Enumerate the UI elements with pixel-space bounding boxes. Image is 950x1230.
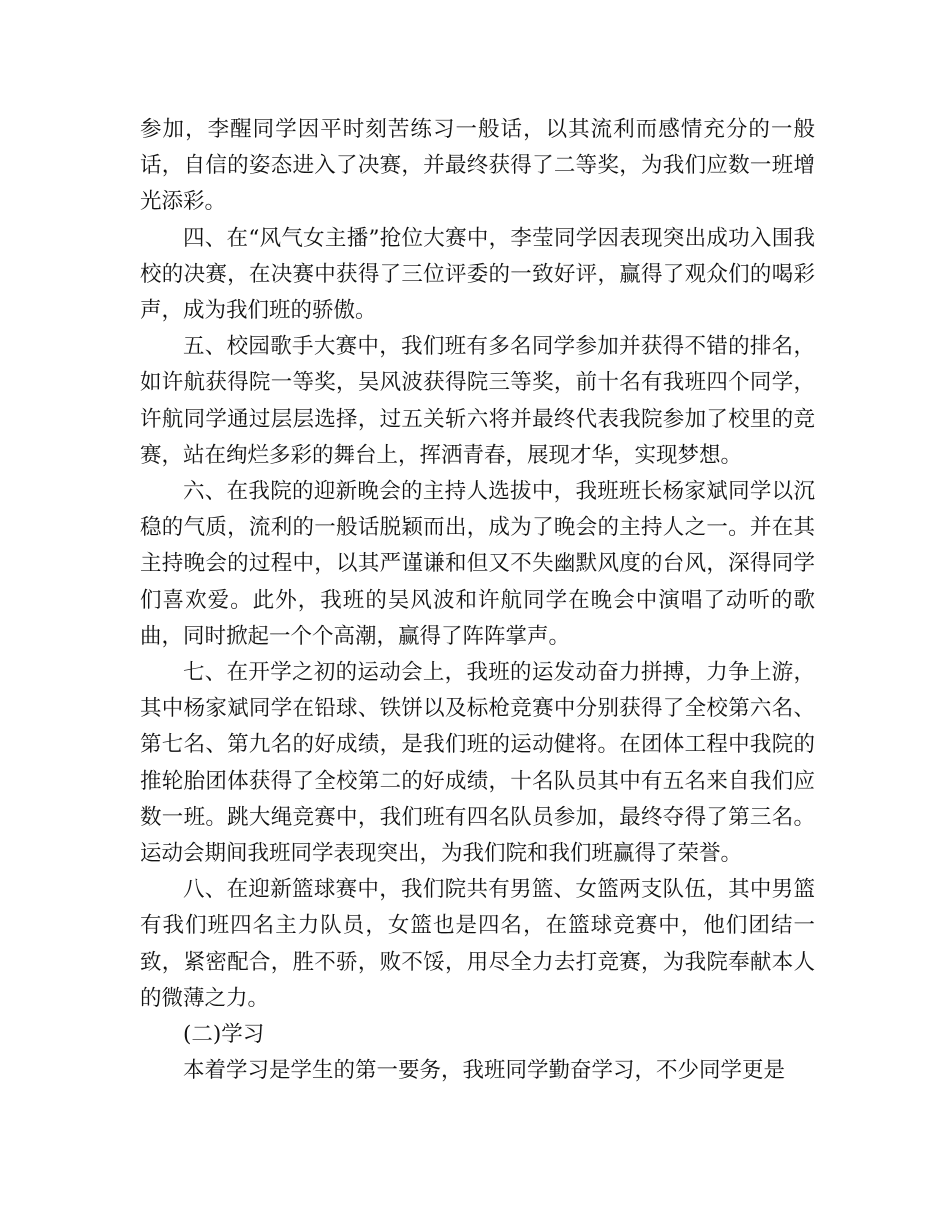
document-body [140, 112, 815, 1089]
paragraph-continuation: 参加，李醒同学因平时刻苦练习一般话，以其流利而感情充分的一般话，自信的姿态进入了决赛，并最终获得了二等奖，为我们应数一班增光添彩。 [140, 117, 815, 215]
paragraph-study: 本着学习是学生的第一要务，我班同学勤奋学习，不少同学更是 [183, 1058, 786, 1084]
section-heading-study: (二)学习 [183, 1022, 265, 1048]
paragraph-anchor-contest: 四、在“风气女主播”抢位大赛中，李莹同学因表现突出成功入围我校的决赛，在决赛中获得了三位评委的一致好评，赢得了观众们的喝彩声，成为我们班的骄傲。 [140, 225, 815, 324]
paragraph-sports-meet: 七、在开学之初的运动会上，我班的运发动奋力拼搏，力争上游，其中杨家斌同学在铅球、铁饼以及标枪竞赛中分别获得了全校第六名、第七名、第九名的好成绩，是我们班的运动健将。在团体工程中我院的推轮胎团体获得了全校第二的好成绩，十名队员其中有五名来自我们应数一班。跳大绳竞赛中，我们班有四名队员参加，最终夺得了第三名。运动会期间我班同学表现突出，为我们院和我们班赢得了荣誉。 [140, 660, 815, 867]
paragraph-singer-contest: 五、校园歌手大赛中，我们班有多名同学参加并获得不错的排名，如许航获得院一等奖，吴风波获得院三等奖，前十名有我班四个同学，许航同学通过层层选择，过五关斩六将并最终代表我院参加了校里的竞赛，站在绚烂多彩的舞台上，挥洒青春，展现才华，实现梦想。 [140, 334, 815, 468]
paragraph-welcome-party-host: 六、在我院的迎新晚会的主持人选拔中，我班班长杨家斌同学以沉稳的气质，流利的一般话脱颖而出，成为了晚会的主持人之一。并在其主持晚会的过程中，以其严谨谦和但又不失幽默风度的台风，深得同学们喜欢爱。此外，我班的吴风波和许航同学在晚会中演唱了动听的歌曲，同时掀起一个个高潮，赢得了阵阵掌声。 [140, 479, 815, 649]
paragraph-basketball: 八、在迎新篮球赛中，我们院共有男篮、女篮两支队伍，其中男篮有我们班四名主力队员，女篮也是四名，在篮球竞赛中，他们团结一致，紧密配合，胜不骄，败不馁，用尽全力去打竞赛，为我院奉献本人的微薄之力。 [140, 877, 815, 1011]
